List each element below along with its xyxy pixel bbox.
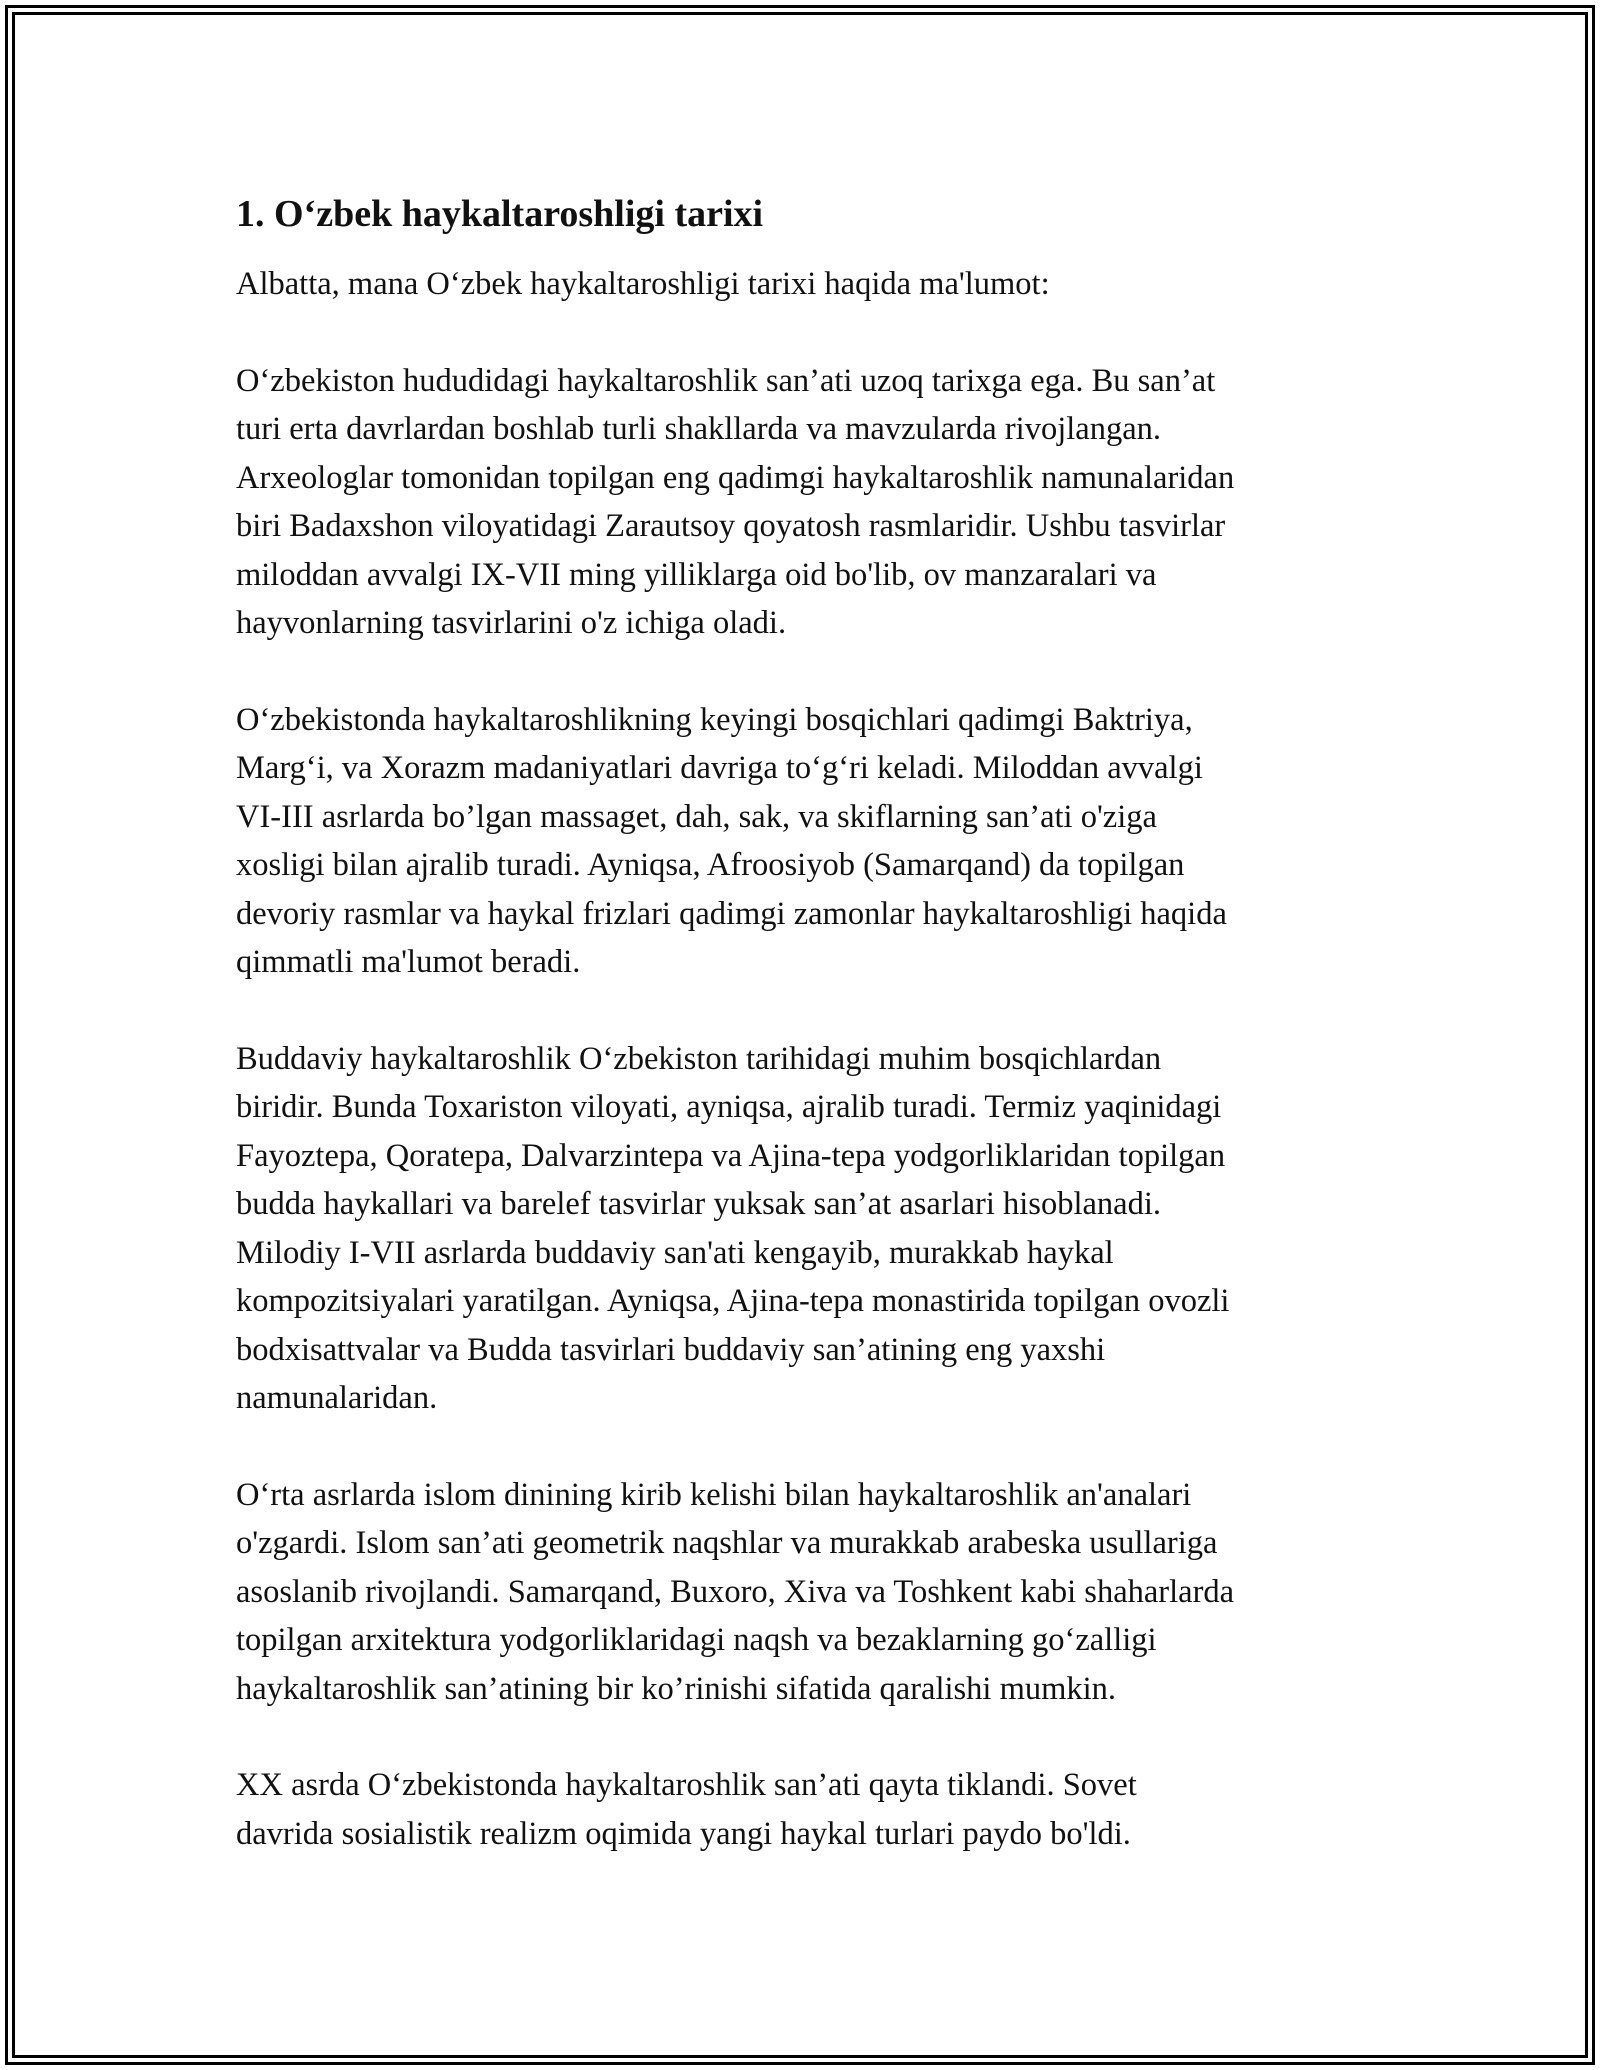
paragraph-line: qimmatli ma'lumot beradi.	[236, 944, 581, 980]
paragraph-line: Marg‘i, va Xorazm madaniyatlari davriga to‘g‘ri keladi. Miloddan avvalgi	[236, 750, 1203, 786]
paragraph-line: Fayoztepa, Qoratepa, Dalvarzintepa va Ajina-tepa yodgorliklaridan topilgan	[236, 1137, 1226, 1174]
paragraph-line: hayvonlarning tasvirlarini o'z ichiga oladi.	[236, 605, 787, 641]
paragraph-line: asoslanib rivojlandi. Samarqand, Buxoro, Xiva va Toshkent kabi shaharlarda	[236, 1573, 1235, 1610]
paragraph-line: VI-III asrlarda bo’lgan massaget, dah, sak, va skiflarning san’ati o'ziga	[236, 798, 1157, 835]
document-title: 1. O‘zbek haykaltaroshligi tarixi	[236, 193, 764, 235]
paragraph-line: xosligi bilan ajralib turadi. Ayniqsa, Afroosiyob (Samarqand) da topilgan	[236, 847, 1185, 883]
paragraph-line: Albatta, mana O‘zbek haykaltaroshligi tarixi haqida ma'lumot:	[236, 266, 1050, 302]
paragraph-line: Arxeologlar tomonidan topilgan eng qadimgi haykaltaroshlik namunalaridan	[236, 459, 1235, 496]
paragraph-line: biridir. Bunda Toxariston viloyati, ayniqsa, ajralib turadi. Termiz yaqinidagi	[236, 1089, 1222, 1125]
paragraph-line: namunalaridan.	[236, 1380, 438, 1416]
paragraph-line: Milodiy I-VII asrlarda buddaviy san'ati kengayib, murakkab haykal	[236, 1234, 1114, 1271]
paragraph-modern	[236, 1761, 1386, 1858]
paragraph-line: davrida sosialistik realizm oqimida yangi haykal turlari paydo bo'ldi.	[236, 1815, 1131, 1852]
paragraph-buddhist	[236, 1035, 1386, 1423]
paragraph-line: o'zgardi. Islom san’ati geometrik naqshlar va murakkab arabeska usullariga	[236, 1525, 1218, 1561]
paragraph-line: O‘zbekiston hududidagi haykaltaroshlik san’ati uzoq tarixga ega. Bu san’at	[236, 362, 1216, 399]
paragraph-line: miloddan avvalgi IX-VII ming yilliklarga oid bo'lib, ov manzaralari va	[236, 556, 1157, 593]
paragraph-line: devoriy rasmlar va haykal frizlari qadimgi zamonlar haykaltaroshligi haqida	[236, 895, 1227, 932]
document-body	[236, 190, 1386, 1906]
paragraph-medieval	[236, 1471, 1386, 1714]
paragraph-ancient-origins	[236, 357, 1386, 648]
paragraph-line: turi erta davrlardan boshlab turli shakllarda va mavzularda rivojlangan.	[236, 411, 1161, 447]
paragraph-line: haykaltaroshlik san’atining bir ko’rinishi sifatida qaralishi mumkin.	[236, 1670, 1117, 1707]
paragraph-line: budda haykallari va barelef tasvirlar yuksak san’at asarlari hisoblanadi.	[236, 1186, 1161, 1222]
paragraph-line: XX asrda O‘zbekistonda haykaltaroshlik san’ati qayta tiklandi. Sovet	[236, 1767, 1137, 1803]
paragraph-line: O‘zbekistonda haykaltaroshlikning keyingi bosqichlari qadimgi Baktriya,	[236, 701, 1193, 738]
paragraph-line: Buddaviy haykaltaroshlik O‘zbekiston tarihidagi muhim bosqichlardan	[236, 1040, 1162, 1077]
paragraph-line: O‘rta asrlarda islom dinining kirib kelishi bilan haykaltaroshlik an'analari	[236, 1476, 1192, 1513]
paragraph-line: bodxisattvalar va Budda tasvirlari buddaviy san’atining eng yaxshi	[236, 1331, 1106, 1368]
paragraph-line: biri Badaxshon viloyatidagi Zarautsoy qoyatosh rasmlaridir. Ushbu tasvirlar	[236, 508, 1226, 544]
intro-paragraph	[236, 260, 1386, 309]
paragraph-line: kompozitsiyalari yaratilgan. Ayniqsa, Ajina-tepa monastirida topilgan ovozli	[236, 1283, 1230, 1319]
paragraph-ancient-cultures	[236, 696, 1386, 987]
paragraph-line: topilgan arxitektura yodgorliklaridagi naqsh va bezaklarning go‘zalligi	[236, 1622, 1157, 1658]
